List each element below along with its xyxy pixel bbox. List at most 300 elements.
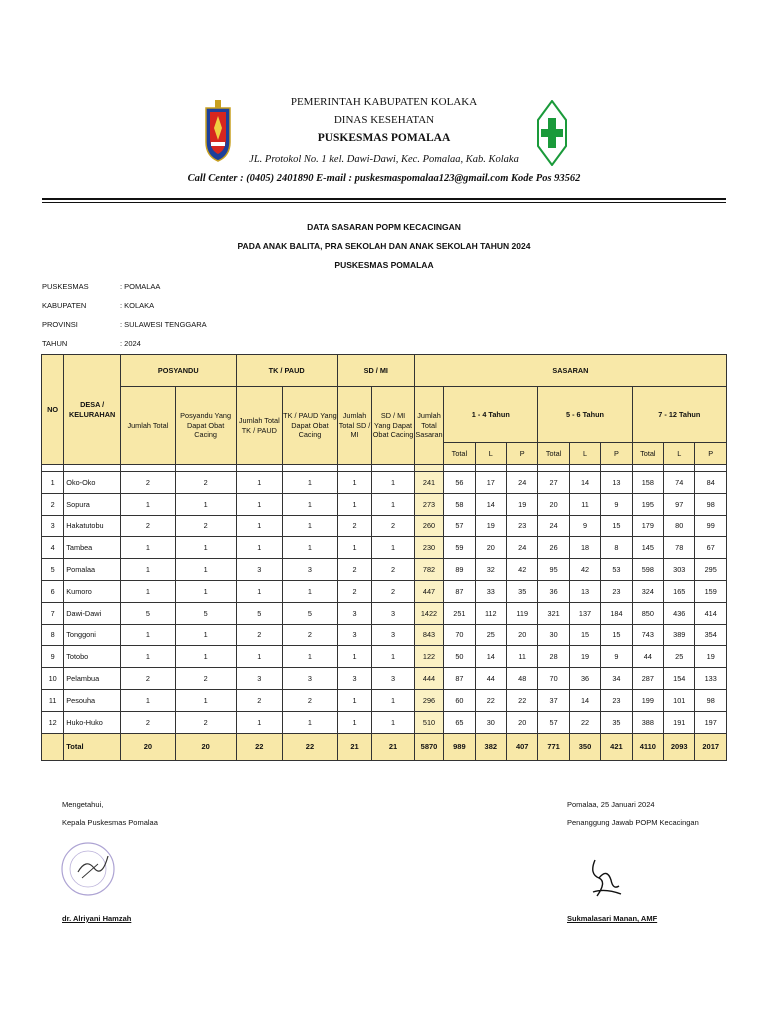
cell-sd-total: 3 [337, 602, 371, 624]
header-age-5-6: 5 - 6 Tahun [538, 387, 632, 443]
cell-tk-total: 1 [236, 515, 283, 537]
cell-a3-l: 78 [664, 537, 695, 559]
table-row [42, 711, 727, 733]
cell-no: 6 [42, 580, 64, 602]
cell-a3-l: 97 [664, 493, 695, 515]
cell-tk-obat: 1 [283, 711, 338, 733]
table-row [42, 559, 727, 581]
cell-pos-obat: 1 [175, 689, 236, 711]
cell-a1-l: 32 [475, 559, 506, 581]
cell-a3-total: 195 [632, 493, 663, 515]
cell-a2-p: 15 [601, 515, 632, 537]
cell-sasaran: 1422 [414, 602, 443, 624]
header-jumlah-total-sasaran: Jumlah Total Sasaran [414, 387, 443, 465]
table-row [42, 646, 727, 668]
letterhead-rule-thick [42, 198, 726, 200]
cell-a1-p: 42 [507, 559, 538, 581]
cell-pos-obat: 5 [175, 602, 236, 624]
cell-a1-total: 70 [444, 624, 475, 646]
sign-left-name: dr. Alriyani Hamzah [62, 914, 132, 923]
cell-a2-p: 8 [601, 537, 632, 559]
cell-a1-p: 22 [507, 689, 538, 711]
header-tk-obat: TK / PAUD Yang Dapat Obat Cacing [283, 387, 338, 465]
cell-sd-total: 2 [337, 515, 371, 537]
cell-sd-obat: 2 [372, 515, 415, 537]
cell-sd-total: 1 [337, 537, 371, 559]
cell-tk-obat: 1 [283, 646, 338, 668]
cell-desa: Dawi-Dawi [64, 602, 121, 624]
header-jumlah-total-tk: Jumlah Total TK / PAUD [236, 387, 283, 465]
total-a2-total: 771 [538, 733, 569, 760]
cell-no: 12 [42, 711, 64, 733]
header-posyandu-obat: Posyandu Yang Dapat Obat Cacing [175, 387, 236, 465]
cell-a2-p: 15 [601, 624, 632, 646]
header-sasaran: SASARAN [414, 355, 726, 387]
cell-a3-p: 67 [695, 537, 727, 559]
table-row [42, 472, 727, 494]
header-no: NO [42, 355, 64, 465]
letterhead-government: PEMERINTAH KABUPATEN KOLAKA [290, 96, 478, 108]
cell-a1-l: 17 [475, 472, 506, 494]
cell-pos-total: 1 [121, 493, 176, 515]
cell-sasaran: 843 [414, 624, 443, 646]
header-total: Total [632, 443, 663, 465]
cell-sd-obat: 2 [372, 559, 415, 581]
cell-sasaran: 510 [414, 711, 443, 733]
cell-sasaran: 447 [414, 580, 443, 602]
cell-desa: Pomalaa [64, 559, 121, 581]
cell-sd-total: 2 [337, 580, 371, 602]
total-sd-total: 21 [337, 733, 371, 760]
cell-no: 2 [42, 493, 64, 515]
cell-a3-p: 295 [695, 559, 727, 581]
cell-tk-obat: 2 [283, 624, 338, 646]
cell-tk-obat: 3 [283, 668, 338, 690]
cell-a1-total: 50 [444, 646, 475, 668]
cell-a1-p: 35 [507, 580, 538, 602]
cell-a1-total: 65 [444, 711, 475, 733]
letterhead-address: JL. Protokol No. 1 kel. Dawi-Dawi, Kec. Pomalaa, Kab. Kolaka [249, 154, 519, 165]
cell-a1-p: 11 [507, 646, 538, 668]
cell-pos-total: 2 [121, 711, 176, 733]
sasaran-table [41, 354, 727, 761]
cell-a1-p: 20 [507, 711, 538, 733]
cell-no: 3 [42, 515, 64, 537]
cell-a2-p: 35 [601, 711, 632, 733]
cell-a3-p: 159 [695, 580, 727, 602]
cell-a3-total: 388 [632, 711, 663, 733]
cell-pos-total: 1 [121, 537, 176, 559]
cell-sd-obat: 2 [372, 580, 415, 602]
cell-tk-total: 1 [236, 537, 283, 559]
header-jumlah-total: Jumlah Total [121, 387, 176, 465]
cell-a1-total: 87 [444, 668, 475, 690]
total-a3-total: 4110 [632, 733, 663, 760]
cell-a3-p: 414 [695, 602, 727, 624]
cell-a3-l: 165 [664, 580, 695, 602]
cell-a1-l: 44 [475, 668, 506, 690]
cell-a1-total: 57 [444, 515, 475, 537]
total-label: Total [64, 733, 121, 760]
cell-pos-total: 1 [121, 646, 176, 668]
cell-pos-obat: 1 [175, 624, 236, 646]
cell-pos-obat: 2 [175, 515, 236, 537]
header-l: L [475, 443, 506, 465]
cell-a1-l: 30 [475, 711, 506, 733]
cell-a3-total: 850 [632, 602, 663, 624]
cell-no: 4 [42, 537, 64, 559]
cell-a2-total: 30 [538, 624, 569, 646]
cell-pos-total: 2 [121, 668, 176, 690]
cell-desa: Huko-Huko [64, 711, 121, 733]
official-stamp [58, 838, 120, 900]
cell-a2-l: 13 [569, 580, 600, 602]
meta-value: : SULAWESI TENGGARA [120, 320, 207, 329]
table-row [42, 580, 727, 602]
cell-tk-obat: 5 [283, 602, 338, 624]
cell-a3-total: 199 [632, 689, 663, 711]
cell-tk-total: 1 [236, 472, 283, 494]
cell-tk-total: 1 [236, 493, 283, 515]
cell-tk-obat: 1 [283, 472, 338, 494]
cell-pos-obat: 2 [175, 711, 236, 733]
header-total: Total [538, 443, 569, 465]
cell-a3-p: 133 [695, 668, 727, 690]
cell-a2-total: 20 [538, 493, 569, 515]
cell-tk-obat: 1 [283, 580, 338, 602]
total-a1-total: 989 [444, 733, 475, 760]
cell-a2-total: 24 [538, 515, 569, 537]
cell-a1-total: 58 [444, 493, 475, 515]
cell-a1-total: 59 [444, 537, 475, 559]
cell-pos-obat: 1 [175, 646, 236, 668]
total-a3-l: 2093 [664, 733, 695, 760]
cell-sd-total: 1 [337, 493, 371, 515]
total-pos-obat: 20 [175, 733, 236, 760]
table-spacer-row [42, 465, 727, 472]
cell-a2-l: 11 [569, 493, 600, 515]
cell-pos-obat: 1 [175, 537, 236, 559]
cell-sasaran: 444 [414, 668, 443, 690]
cell-tk-obat: 1 [283, 515, 338, 537]
cell-tk-total: 1 [236, 580, 283, 602]
cell-a1-p: 24 [507, 472, 538, 494]
cell-sd-obat: 1 [372, 711, 415, 733]
cell-tk-obat: 3 [283, 559, 338, 581]
meta-value: : POMALAA [120, 282, 161, 291]
cell-a3-total: 743 [632, 624, 663, 646]
cell-a2-p: 9 [601, 493, 632, 515]
cell-sd-total: 3 [337, 624, 371, 646]
cell-a3-l: 154 [664, 668, 695, 690]
cell-sd-obat: 1 [372, 689, 415, 711]
letterhead-contact: Call Center : (0405) 2401890 E-mail : puskesmaspomalaa123@gmail.com Kode Pos 93562 [187, 173, 581, 184]
table-row [42, 515, 727, 537]
cell-no: 8 [42, 624, 64, 646]
cell-desa: Tonggoni [64, 624, 121, 646]
sign-left-title: Kepala Puskesmas Pomalaa [62, 818, 158, 827]
header-p: P [601, 443, 632, 465]
cell-a2-p: 184 [601, 602, 632, 624]
table-row [42, 624, 727, 646]
cell-a1-total: 60 [444, 689, 475, 711]
letterhead-department: DINAS KESEHATAN [333, 114, 435, 126]
cell-sd-total: 1 [337, 689, 371, 711]
cell-sasaran: 296 [414, 689, 443, 711]
cell-tk-total: 2 [236, 624, 283, 646]
total-sd-obat: 21 [372, 733, 415, 760]
cell-sasaran: 230 [414, 537, 443, 559]
cell-a1-l: 20 [475, 537, 506, 559]
cell-pos-total: 2 [121, 472, 176, 494]
cell-pos-total: 1 [121, 624, 176, 646]
cell-desa: Pesouha [64, 689, 121, 711]
cell-a3-l: 191 [664, 711, 695, 733]
header-tk-paud: TK / PAUD [236, 355, 337, 387]
cell-pos-total: 1 [121, 559, 176, 581]
cell-a2-total: 36 [538, 580, 569, 602]
header-p: P [695, 443, 727, 465]
cell-tk-total: 1 [236, 711, 283, 733]
cell-a3-p: 98 [695, 493, 727, 515]
cell-a3-total: 287 [632, 668, 663, 690]
header-age-7-12: 7 - 12 Tahun [632, 387, 726, 443]
cell-desa: Pelambua [64, 668, 121, 690]
cell-a2-total: 70 [538, 668, 569, 690]
total-a2-p: 421 [601, 733, 632, 760]
cell-a2-l: 22 [569, 711, 600, 733]
cell-a2-total: 27 [538, 472, 569, 494]
cell-a2-l: 19 [569, 646, 600, 668]
cell-a2-total: 95 [538, 559, 569, 581]
sign-right-name: Sukmalasari Manan, AMF [567, 914, 658, 923]
cell-a3-total: 179 [632, 515, 663, 537]
header-desa: DESA / KELURAHAN [64, 355, 121, 465]
total-pos-total: 20 [121, 733, 176, 760]
table-row [42, 668, 727, 690]
cell-a3-l: 74 [664, 472, 695, 494]
cell-a2-l: 9 [569, 515, 600, 537]
cell-tk-obat: 1 [283, 537, 338, 559]
cell-a1-p: 119 [507, 602, 538, 624]
cell-a3-total: 145 [632, 537, 663, 559]
cell-a3-p: 354 [695, 624, 727, 646]
cell-sd-obat: 3 [372, 668, 415, 690]
cell-a1-l: 14 [475, 493, 506, 515]
cell-pos-obat: 2 [175, 668, 236, 690]
cell-a3-total: 44 [632, 646, 663, 668]
cell-a2-p: 23 [601, 580, 632, 602]
cell-a3-l: 436 [664, 602, 695, 624]
handwritten-signature [585, 852, 625, 904]
cell-pos-total: 1 [121, 689, 176, 711]
meta-key: PROVINSI [42, 320, 78, 329]
sign-right-place-date: Pomalaa, 25 Januari 2024 [567, 800, 655, 809]
total-no [42, 733, 64, 760]
cell-a2-total: 26 [538, 537, 569, 559]
cell-sasaran: 273 [414, 493, 443, 515]
cell-a3-l: 101 [664, 689, 695, 711]
document-title: DATA SASARAN POPM KECACINGAN [307, 222, 461, 232]
cell-tk-total: 5 [236, 602, 283, 624]
cell-a1-p: 24 [507, 537, 538, 559]
meta-key: TAHUN [42, 339, 68, 348]
cell-a3-p: 197 [695, 711, 727, 733]
cell-a2-l: 14 [569, 689, 600, 711]
meta-value: : KOLAKA [120, 301, 155, 310]
cell-a2-p: 13 [601, 472, 632, 494]
cell-a3-p: 98 [695, 689, 727, 711]
cell-a2-p: 53 [601, 559, 632, 581]
cell-sd-obat: 3 [372, 624, 415, 646]
cell-sd-obat: 1 [372, 493, 415, 515]
cell-a2-l: 15 [569, 624, 600, 646]
cell-sasaran: 241 [414, 472, 443, 494]
cell-a1-l: 112 [475, 602, 506, 624]
cell-sd-total: 1 [337, 472, 371, 494]
cell-no: 5 [42, 559, 64, 581]
header-sd-obat: SD / MI Yang Dapat Obat Cacing [372, 387, 415, 465]
cell-tk-total: 2 [236, 689, 283, 711]
cell-a1-total: 89 [444, 559, 475, 581]
cell-pos-total: 1 [121, 580, 176, 602]
cell-a1-total: 251 [444, 602, 475, 624]
cell-a3-total: 598 [632, 559, 663, 581]
cell-a1-p: 19 [507, 493, 538, 515]
cell-pos-obat: 1 [175, 559, 236, 581]
letterhead-rule-thin [42, 202, 726, 203]
header-l: L [569, 443, 600, 465]
total-a2-l: 350 [569, 733, 600, 760]
cell-a1-l: 14 [475, 646, 506, 668]
cell-tk-total: 3 [236, 559, 283, 581]
meta-key: PUSKESMAS [42, 282, 89, 291]
cell-sd-total: 1 [337, 646, 371, 668]
cell-a1-total: 87 [444, 580, 475, 602]
cell-sasaran: 260 [414, 515, 443, 537]
sign-left-acknowledged: Mengetahui, [62, 800, 104, 809]
meta-key: KABUPATEN [42, 301, 87, 310]
cell-a3-total: 324 [632, 580, 663, 602]
cell-desa: Oko-Oko [64, 472, 121, 494]
cell-no: 9 [42, 646, 64, 668]
total-a1-l: 382 [475, 733, 506, 760]
header-total: Total [444, 443, 475, 465]
cell-a2-p: 23 [601, 689, 632, 711]
cell-a3-p: 99 [695, 515, 727, 537]
header-p: P [507, 443, 538, 465]
cell-desa: Hakatutobu [64, 515, 121, 537]
cell-a3-l: 25 [664, 646, 695, 668]
cell-a2-p: 34 [601, 668, 632, 690]
cell-tk-total: 1 [236, 646, 283, 668]
cell-no: 11 [42, 689, 64, 711]
sign-right-title: Penanggung Jawab POPM Kecacingan [567, 818, 699, 827]
cell-a2-l: 18 [569, 537, 600, 559]
cell-no: 1 [42, 472, 64, 494]
cell-sd-total: 3 [337, 668, 371, 690]
cell-a3-total: 158 [632, 472, 663, 494]
cell-a2-total: 321 [538, 602, 569, 624]
cell-a2-p: 9 [601, 646, 632, 668]
cell-a2-total: 28 [538, 646, 569, 668]
table-row [42, 602, 727, 624]
header-age-1-4: 1 - 4 Tahun [444, 387, 538, 443]
cell-a3-p: 84 [695, 472, 727, 494]
cell-a1-p: 23 [507, 515, 538, 537]
table-row [42, 493, 727, 515]
cell-a2-l: 14 [569, 472, 600, 494]
cell-sasaran: 122 [414, 646, 443, 668]
table-total-row [42, 733, 727, 760]
meta-value: : 2024 [120, 339, 141, 348]
cell-a2-l: 42 [569, 559, 600, 581]
cell-a2-l: 36 [569, 668, 600, 690]
cell-pos-total: 2 [121, 515, 176, 537]
cell-a1-p: 20 [507, 624, 538, 646]
document-subtitle: PADA ANAK BALITA, PRA SEKOLAH DAN ANAK SEKOLAH TAHUN 2024 [237, 241, 531, 251]
cell-sasaran: 782 [414, 559, 443, 581]
total-sasaran: 5870 [414, 733, 443, 760]
cell-a3-l: 303 [664, 559, 695, 581]
cell-a1-l: 19 [475, 515, 506, 537]
cell-pos-obat: 1 [175, 493, 236, 515]
total-a1-p: 407 [507, 733, 538, 760]
table-row [42, 537, 727, 559]
letterhead-institution: PUSKESMAS POMALAA [317, 132, 451, 144]
cell-desa: Totobo [64, 646, 121, 668]
cell-tk-obat: 1 [283, 493, 338, 515]
total-tk-obat: 22 [283, 733, 338, 760]
cell-sd-obat: 1 [372, 537, 415, 559]
cell-a2-total: 37 [538, 689, 569, 711]
document-institution: PUSKESMAS POMALAA [334, 260, 434, 270]
cell-a1-total: 56 [444, 472, 475, 494]
cell-no: 10 [42, 668, 64, 690]
cell-a1-l: 22 [475, 689, 506, 711]
cell-desa: Tambea [64, 537, 121, 559]
cell-pos-obat: 1 [175, 580, 236, 602]
cell-no: 7 [42, 602, 64, 624]
cell-tk-total: 3 [236, 668, 283, 690]
header-l: L [664, 443, 695, 465]
cell-sd-obat: 3 [372, 602, 415, 624]
header-jumlah-total-sd: Jumlah Total SD / MI [337, 387, 371, 465]
cell-desa: Kumoro [64, 580, 121, 602]
cell-pos-total: 5 [121, 602, 176, 624]
cell-sd-obat: 1 [372, 472, 415, 494]
cell-a3-l: 80 [664, 515, 695, 537]
cell-desa: Sopura [64, 493, 121, 515]
header-posyandu: POSYANDU [121, 355, 236, 387]
cell-sd-obat: 1 [372, 646, 415, 668]
total-a3-p: 2017 [695, 733, 727, 760]
total-tk-total: 22 [236, 733, 283, 760]
cell-a2-total: 57 [538, 711, 569, 733]
cell-pos-obat: 2 [175, 472, 236, 494]
header-sd-mi: SD / MI [337, 355, 414, 387]
cell-a2-l: 137 [569, 602, 600, 624]
cell-sd-total: 2 [337, 559, 371, 581]
cell-tk-obat: 2 [283, 689, 338, 711]
cell-a1-l: 33 [475, 580, 506, 602]
cell-a1-l: 25 [475, 624, 506, 646]
cell-sd-total: 1 [337, 711, 371, 733]
cell-a3-p: 19 [695, 646, 727, 668]
cell-a1-p: 48 [507, 668, 538, 690]
table-row [42, 689, 727, 711]
cell-a3-l: 389 [664, 624, 695, 646]
